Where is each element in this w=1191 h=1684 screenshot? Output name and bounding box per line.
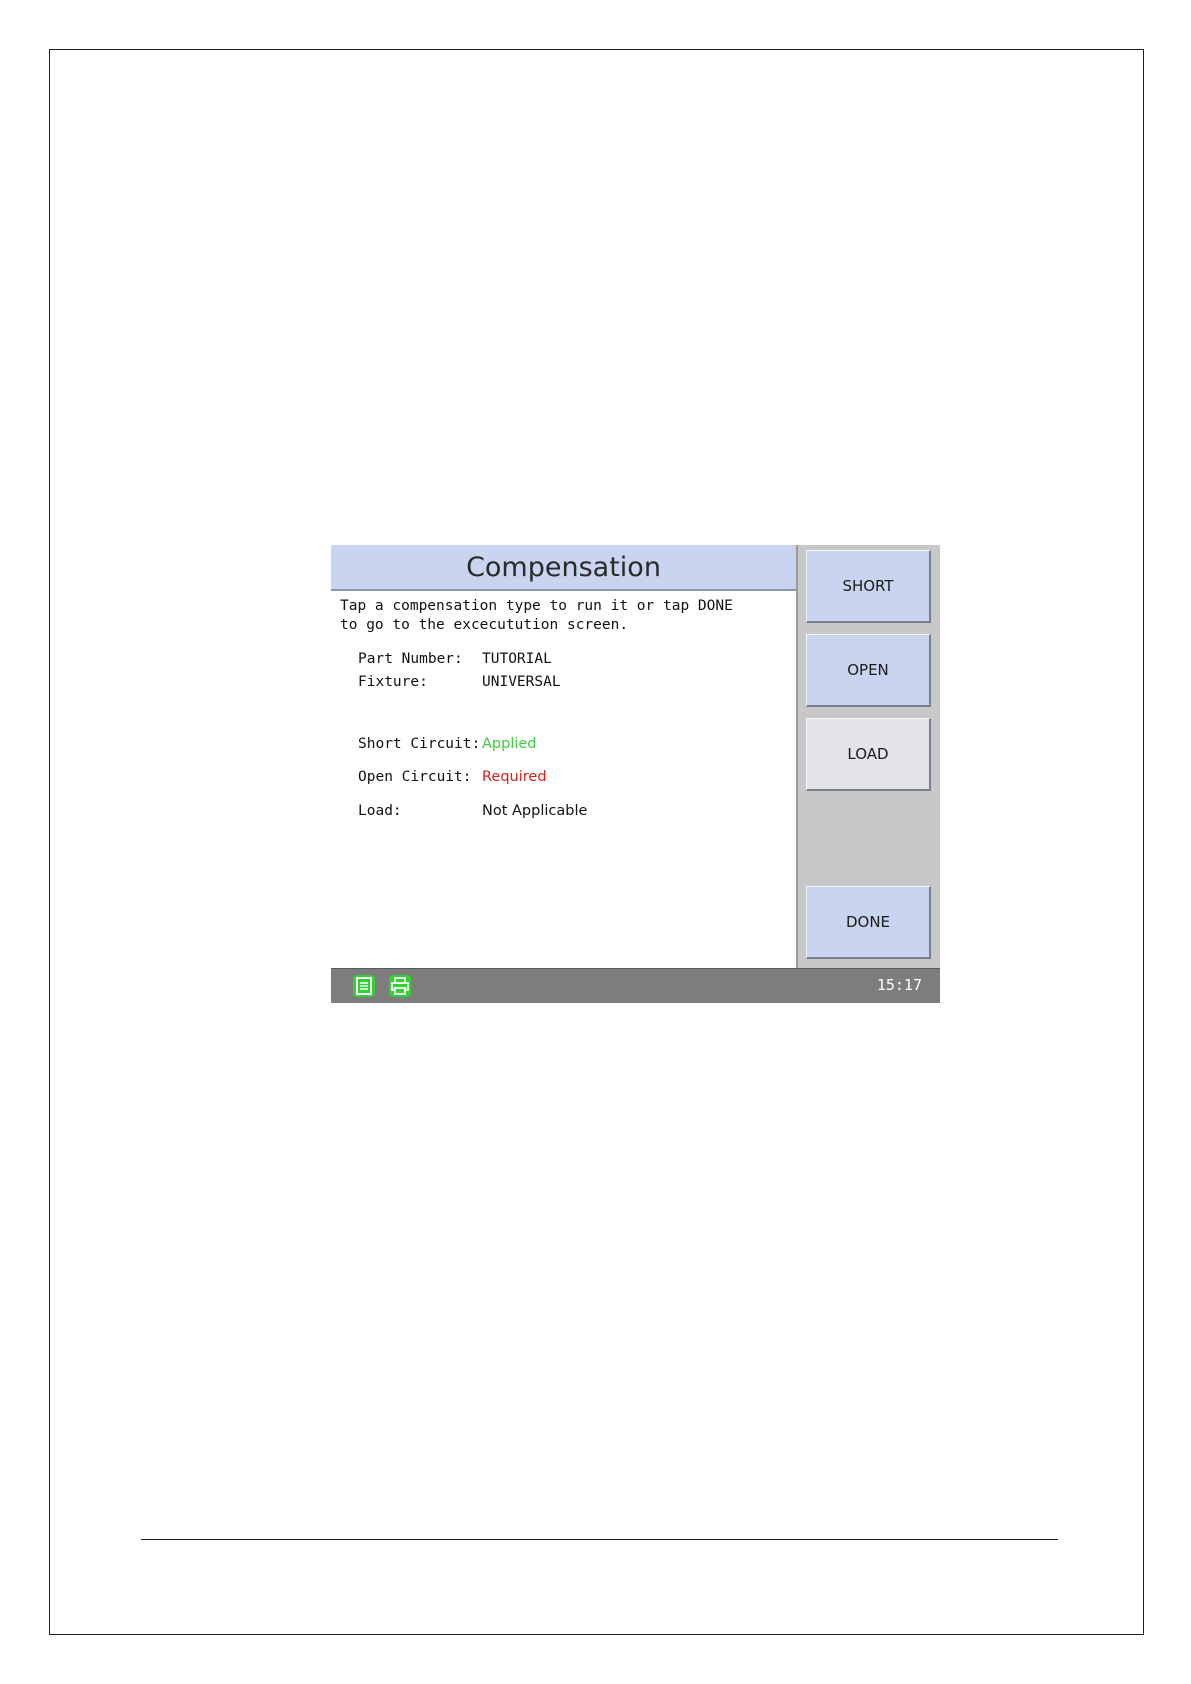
short-circuit-status: Applied [482,736,537,752]
short-circuit-label: Short Circuit: [358,736,481,752]
load-button[interactable]: LOAD [806,718,931,791]
load-label: Load: [358,803,402,819]
footer-rule [141,1539,1058,1540]
fixture-value: UNIVERSAL [482,674,561,690]
part-number-value: TUTORIAL [482,651,552,667]
part-number-label: Part Number: [358,651,463,667]
main-area [331,545,796,968]
done-button[interactable]: DONE [806,886,931,959]
side-button-panel [796,545,940,968]
device-screen [331,545,940,1003]
document-icon[interactable] [353,975,375,997]
status-bar [331,968,940,1003]
instructions-text: Tap a compensation type to run it or tap DONE to go to the excecutution screen. [340,598,733,633]
page-title: Compensation [331,545,796,591]
fixture-label: Fixture: [358,674,428,690]
printer-icon[interactable] [389,975,411,997]
open-circuit-status: Required [482,769,547,785]
open-circuit-label: Open Circuit: [358,769,472,785]
short-button[interactable]: SHORT [806,550,931,623]
open-button[interactable]: OPEN [806,634,931,707]
load-status: Not Applicable [482,803,588,819]
clock-time: 15:17 [876,976,922,994]
